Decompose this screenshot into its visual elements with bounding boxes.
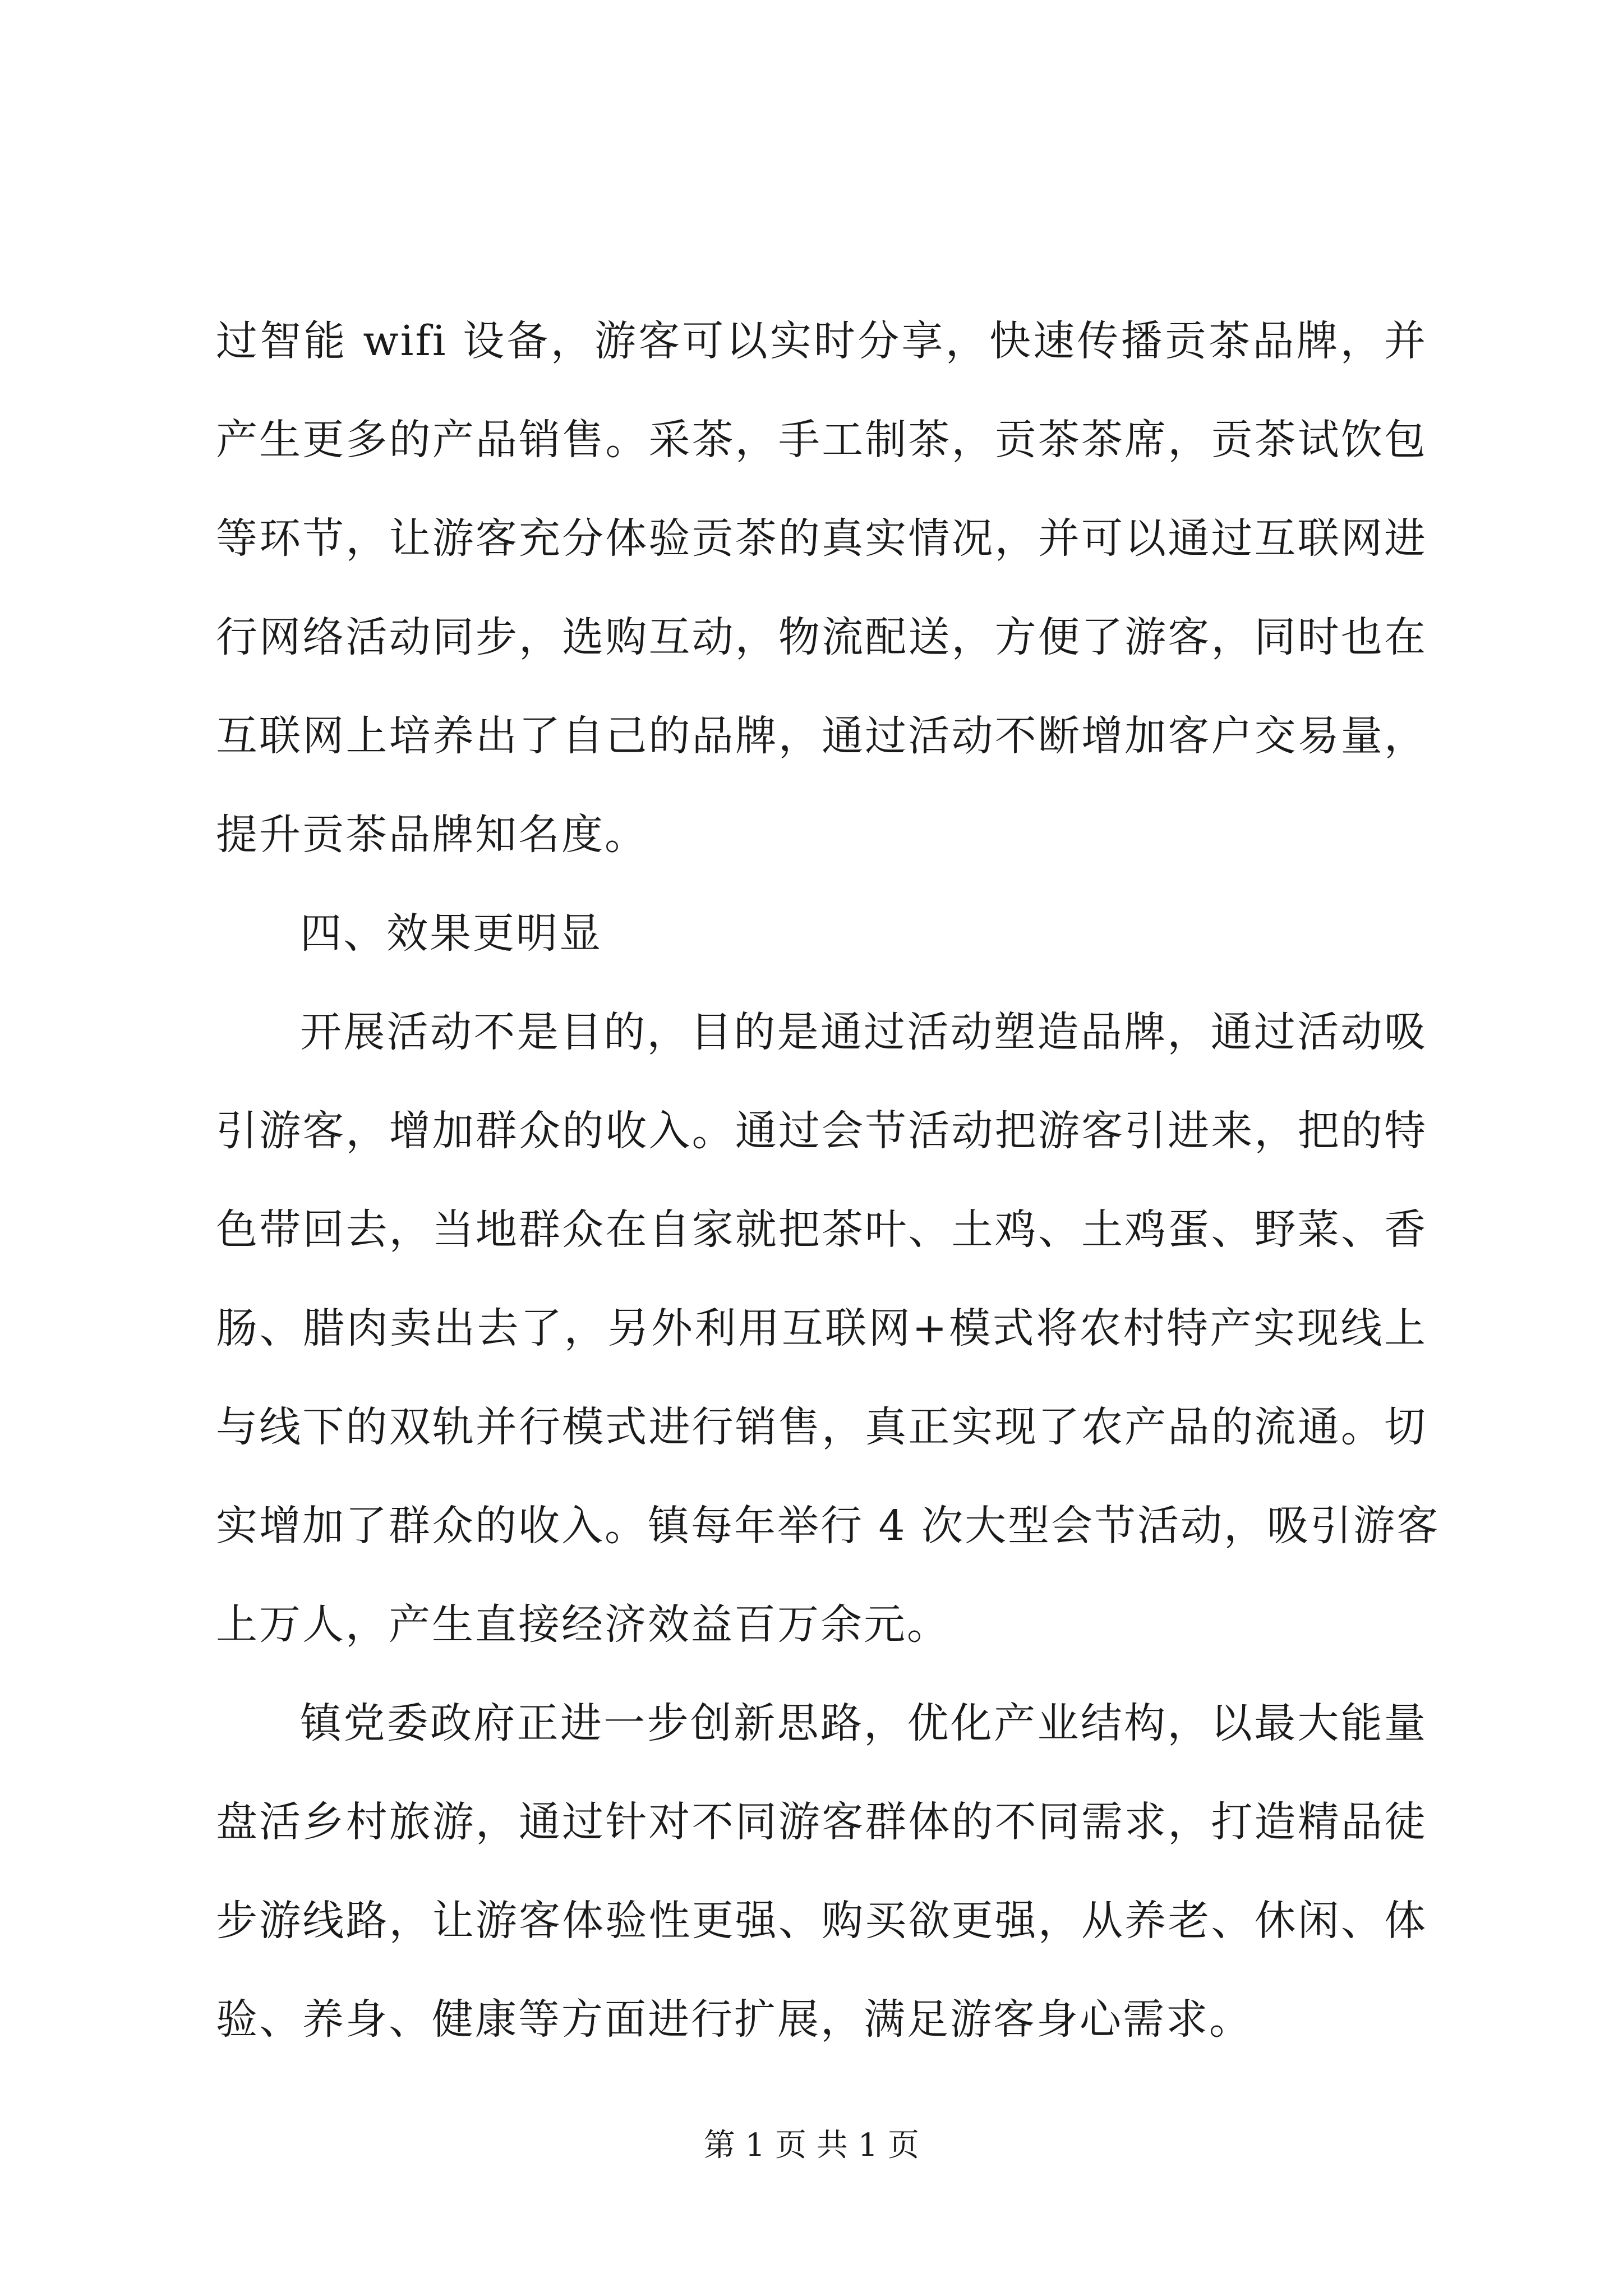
section-heading: 四、效果更明显	[300, 909, 602, 958]
body-line: 引游客，增加群众的收入。通过会节活动把游客引进来，把的特	[216, 1107, 1427, 1155]
body-line: 步游线路，让游客体验性更强、购买欲更强，从养老、休闲、体	[216, 1897, 1427, 1945]
body-line: 上万人，产生直接经济效益百万余元。	[216, 1600, 950, 1649]
body-line: 验、养身、健康等方面进行扩展，满足游客身心需求。	[216, 1995, 1252, 2044]
body-line: 互联网上培养出了自己的品牌，通过活动不断增加客户交易量，	[216, 712, 1427, 760]
body-line: 肠、腊肉卖出去了，另外利用互联网+模式将农村特产实现线上	[216, 1304, 1427, 1352]
body-line: 等环节，让游客充分体验贡茶的真实情况，并可以通过互联网进	[216, 514, 1427, 563]
body-line: 与线下的双轨并行模式进行销售，真正实现了农产品的流通。切	[216, 1403, 1427, 1451]
body-line: 实增加了群众的收入。镇每年举行 4 次大型会节活动，吸引游客	[216, 1502, 1440, 1550]
body-line: 镇党委政府正进一步创新思路，优化产业结构，以最大能量	[300, 1699, 1427, 1747]
body-line: 盘活乡村旅游，通过针对不同游客群体的不同需求，打造精品徒	[216, 1798, 1427, 1846]
body-line: 开展活动不是目的，目的是通过活动塑造品牌，通过活动吸	[300, 1008, 1427, 1056]
body-line: 过智能 wifi 设备，游客可以实时分享，快速传播贡茶品牌，并	[216, 317, 1427, 365]
body-line: 色带回去，当地群众在自家就把茶叶、土鸡、土鸡蛋、野菜、香	[216, 1205, 1427, 1254]
body-line: 提升贡茶品牌知名度。	[216, 811, 648, 859]
document-body	[216, 292, 1440, 2069]
body-line: 行网络活动同步，选购互动，物流配送，方便了游客，同时也在	[216, 613, 1427, 661]
body-line: 产生更多的产品销售。采茶，手工制茶，贡茶茶席，贡茶试饮包	[216, 416, 1427, 464]
page-number-footer: 第 1 页 共 1 页	[703, 2127, 920, 2164]
